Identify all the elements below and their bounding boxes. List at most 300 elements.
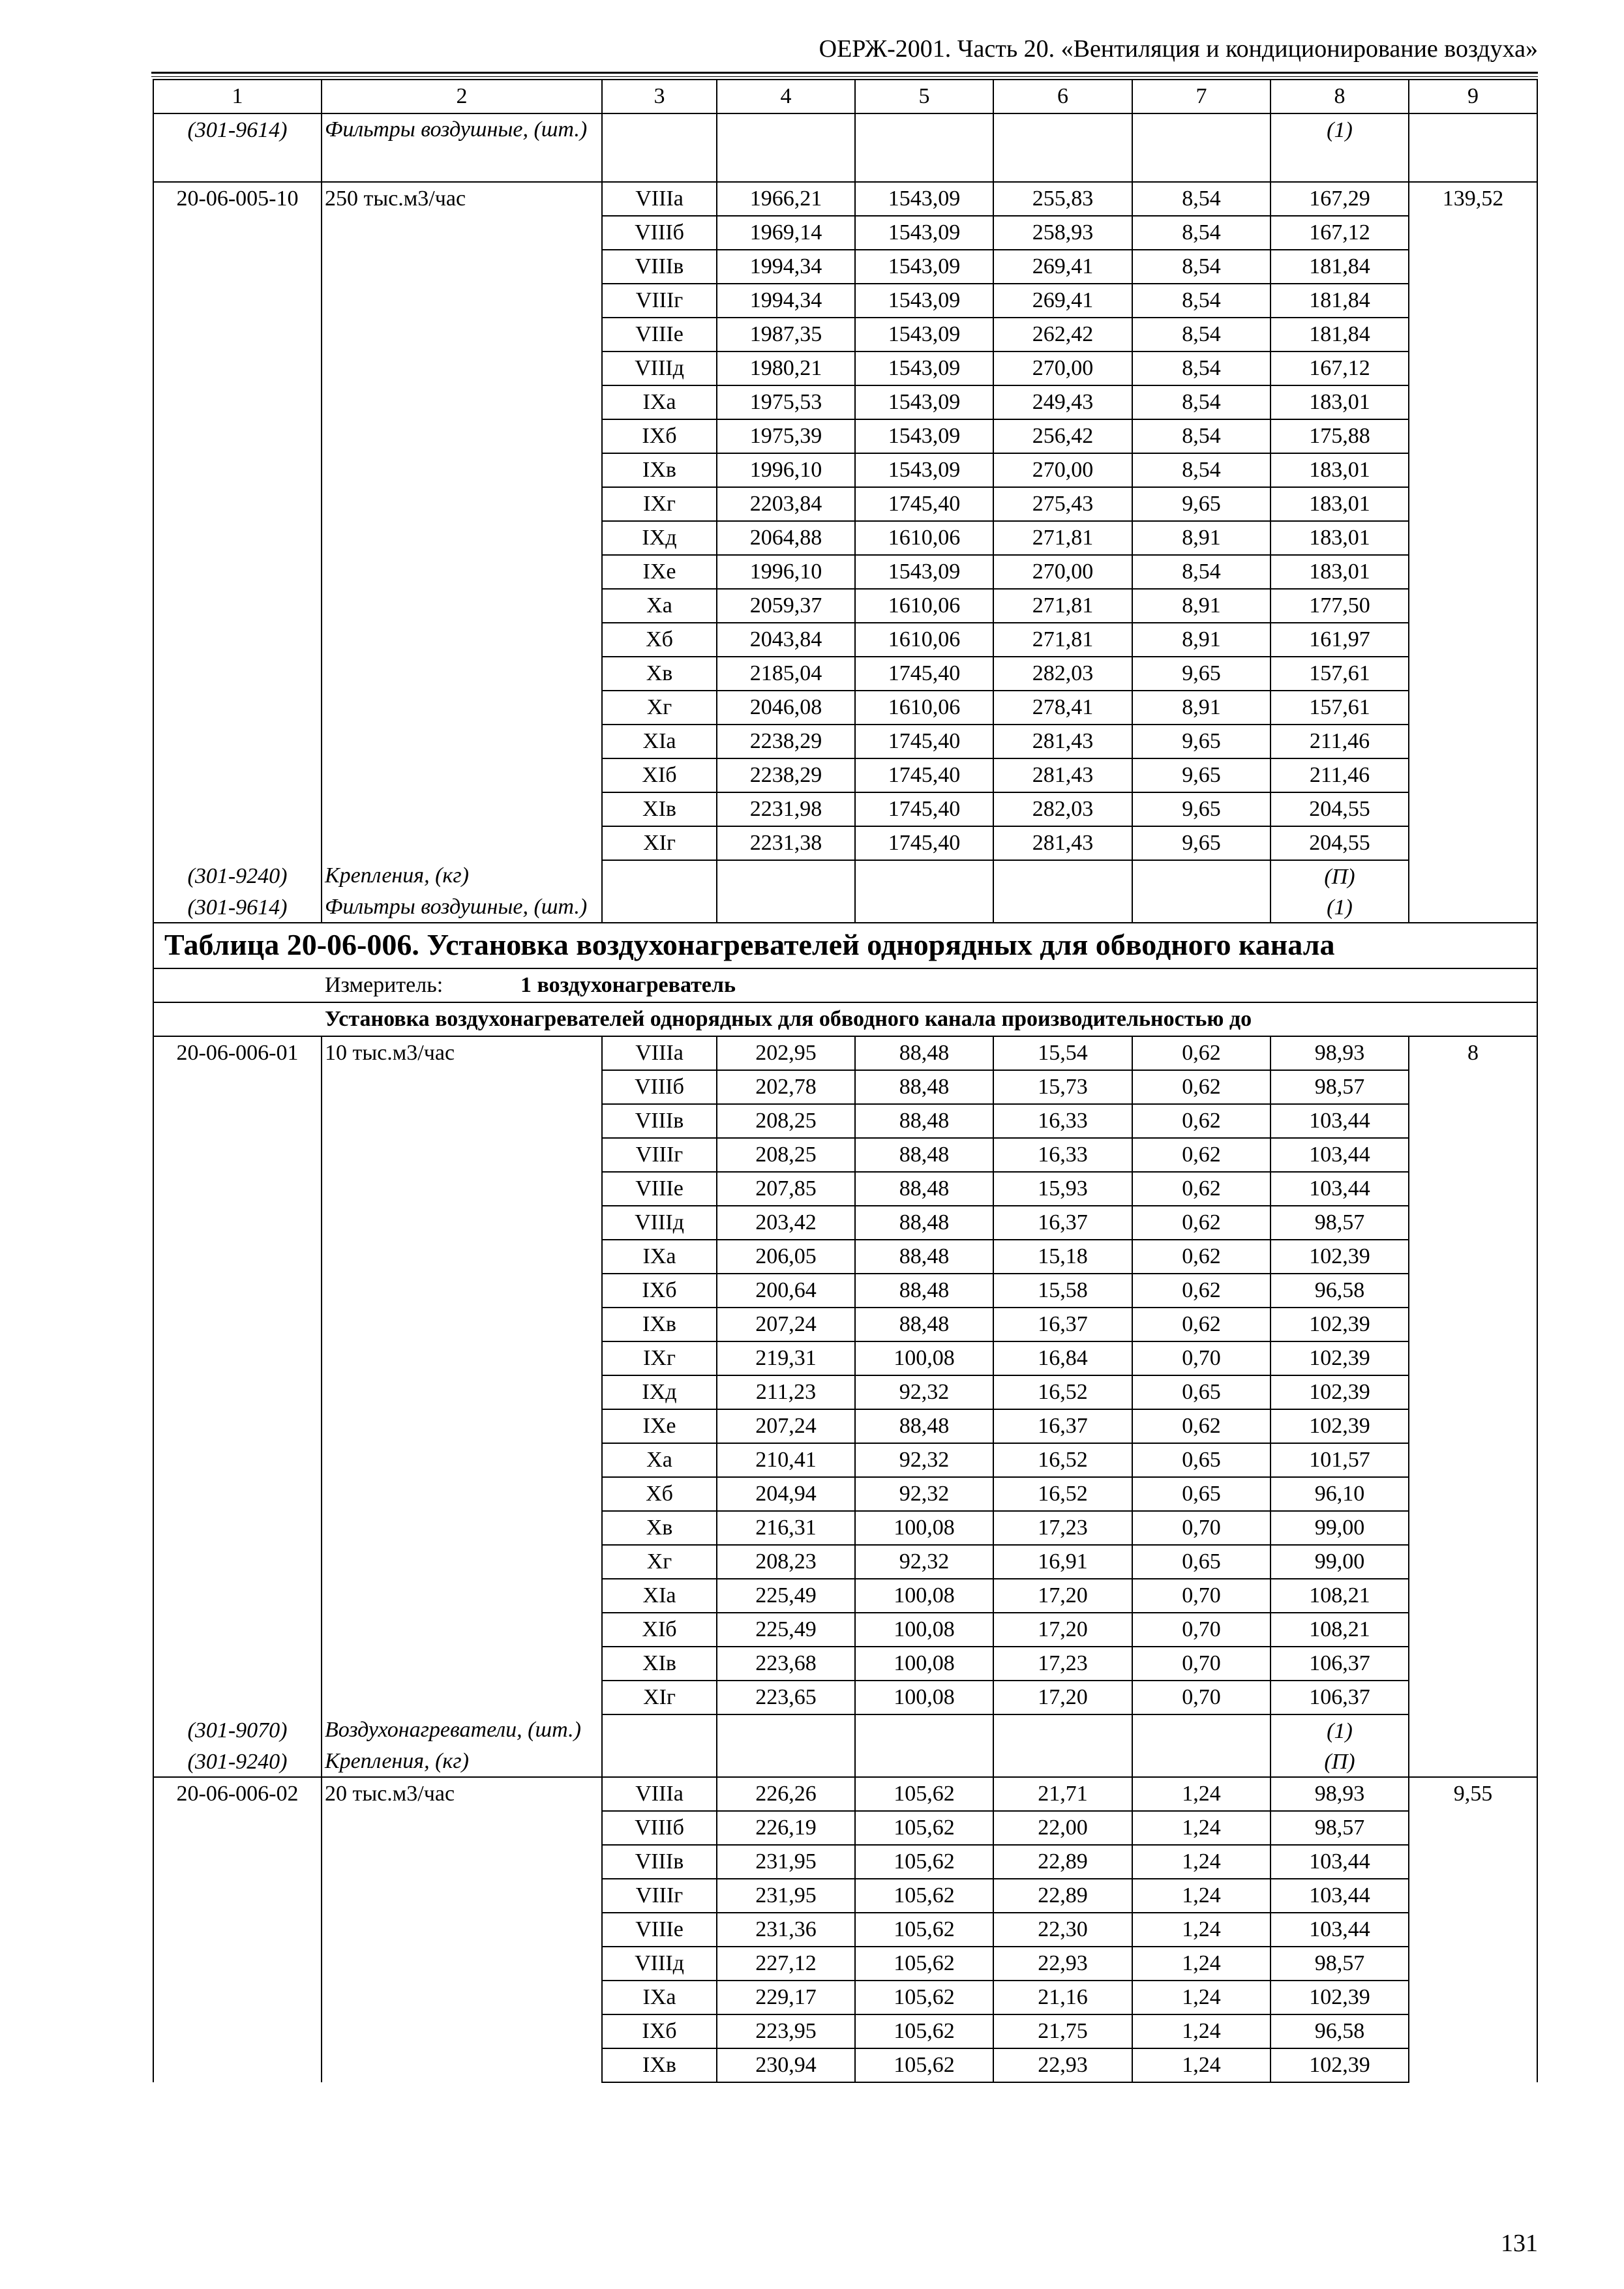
value-cell: 281,43 xyxy=(993,725,1132,758)
item-total: 9,55 xyxy=(1409,1777,1537,2082)
value-cell: 22,89 xyxy=(993,1845,1132,1879)
value-cell: 1996,10 xyxy=(717,555,855,589)
value-cell: 183,01 xyxy=(1271,453,1409,487)
value-cell: 1969,14 xyxy=(717,216,855,250)
empty-cell xyxy=(993,891,1132,923)
value-cell: 208,23 xyxy=(717,1545,855,1579)
value-cell: 1610,06 xyxy=(855,623,993,657)
region-cell: IXв xyxy=(602,1308,717,1341)
value-cell: 88,48 xyxy=(855,1240,993,1274)
value-cell: 0,62 xyxy=(1132,1240,1271,1274)
col-header: 3 xyxy=(602,80,717,113)
value-cell: 8,91 xyxy=(1132,589,1271,623)
resource-code: (301-9614) xyxy=(153,113,322,182)
value-cell: 0,62 xyxy=(1132,1274,1271,1308)
value-cell: 8,54 xyxy=(1132,419,1271,453)
value-cell: 105,62 xyxy=(855,1981,993,2014)
value-cell: 16,84 xyxy=(993,1341,1132,1375)
value-cell: 0,65 xyxy=(1132,1477,1271,1511)
value-cell: 175,88 xyxy=(1271,419,1409,453)
value-cell: 15,54 xyxy=(993,1036,1132,1070)
value-cell: 100,08 xyxy=(855,1647,993,1681)
value-cell: 9,65 xyxy=(1132,758,1271,792)
value-cell: 98,57 xyxy=(1271,1070,1409,1104)
col-header: 9 xyxy=(1409,80,1537,113)
value-cell: 98,57 xyxy=(1271,1206,1409,1240)
value-cell: 157,61 xyxy=(1271,691,1409,725)
value-cell: 210,41 xyxy=(717,1443,855,1477)
value-cell: 100,08 xyxy=(855,1341,993,1375)
value-cell: 88,48 xyxy=(855,1274,993,1308)
value-cell: 92,32 xyxy=(855,1477,993,1511)
region-cell: IXд xyxy=(602,521,717,555)
value-cell: 102,39 xyxy=(1271,1341,1409,1375)
value-cell: 207,24 xyxy=(717,1409,855,1443)
value-cell: 216,31 xyxy=(717,1511,855,1545)
region-cell: Xг xyxy=(602,1545,717,1579)
value-cell: 92,32 xyxy=(855,1443,993,1477)
measure-value: 1 воздухонагреватель xyxy=(520,973,736,997)
value-cell: 98,93 xyxy=(1271,1036,1409,1070)
resource-row xyxy=(153,1714,1537,1746)
empty-cell xyxy=(602,860,717,891)
value-cell: 1745,40 xyxy=(855,725,993,758)
value-cell: 0,70 xyxy=(1132,1579,1271,1613)
value-cell: 1975,39 xyxy=(717,419,855,453)
value-cell: 223,65 xyxy=(717,1681,855,1714)
table-row xyxy=(153,182,1537,216)
rates-table xyxy=(153,79,1538,2083)
value-cell: 88,48 xyxy=(855,1409,993,1443)
resource-name: Крепления, (кг) xyxy=(322,860,602,891)
value-cell: 8,54 xyxy=(1132,555,1271,589)
value-cell: 88,48 xyxy=(855,1104,993,1138)
value-cell: 105,62 xyxy=(855,2014,993,2048)
table-row xyxy=(153,1036,1537,1070)
empty-cell xyxy=(1132,891,1271,923)
value-cell: 16,52 xyxy=(993,1375,1132,1409)
value-cell: 281,43 xyxy=(993,758,1132,792)
region-cell: Xв xyxy=(602,1511,717,1545)
empty-cell xyxy=(717,1746,855,1777)
region-cell: Xа xyxy=(602,589,717,623)
empty-cell xyxy=(855,860,993,891)
value-cell: 0,62 xyxy=(1132,1206,1271,1240)
value-cell: 1543,09 xyxy=(855,385,993,419)
value-cell: 22,93 xyxy=(993,2048,1132,2082)
value-cell: 22,00 xyxy=(993,1811,1132,1845)
value-cell: 1,24 xyxy=(1132,1845,1271,1879)
region-cell: VIIIд xyxy=(602,1206,717,1240)
value-cell: 223,68 xyxy=(717,1647,855,1681)
value-cell: 105,62 xyxy=(855,1913,993,1947)
value-cell: 9,65 xyxy=(1132,826,1271,860)
value-cell: 208,25 xyxy=(717,1138,855,1172)
value-cell: 229,17 xyxy=(717,1981,855,2014)
region-cell: XIб xyxy=(602,1613,717,1647)
value-cell: 88,48 xyxy=(855,1070,993,1104)
col-header: 6 xyxy=(993,80,1132,113)
table-row xyxy=(153,1777,1537,1811)
empty-cell xyxy=(1132,1714,1271,1746)
empty-cell xyxy=(993,860,1132,891)
value-cell: 1,24 xyxy=(1132,1913,1271,1947)
empty-cell xyxy=(717,1714,855,1746)
value-cell: 8,54 xyxy=(1132,182,1271,216)
value-cell: 271,81 xyxy=(993,623,1132,657)
value-cell: 15,18 xyxy=(993,1240,1132,1274)
empty-cell xyxy=(602,1714,717,1746)
value-cell: 231,36 xyxy=(717,1913,855,1947)
value-cell: 16,33 xyxy=(993,1138,1132,1172)
value-cell: 103,44 xyxy=(1271,1104,1409,1138)
value-cell: 2043,84 xyxy=(717,623,855,657)
header-rule xyxy=(151,72,1538,74)
region-cell: VIIIа xyxy=(602,1777,717,1811)
value-cell: 103,44 xyxy=(1271,1845,1409,1879)
region-cell: Xв xyxy=(602,657,717,691)
region-cell: XIг xyxy=(602,1681,717,1714)
value-cell: 8,54 xyxy=(1132,284,1271,318)
empty-cell xyxy=(1409,1746,1537,1777)
value-cell: 102,39 xyxy=(1271,1981,1409,2014)
empty-cell xyxy=(602,891,717,923)
empty-cell xyxy=(1132,860,1271,891)
value-cell: 15,93 xyxy=(993,1172,1132,1206)
value-cell: 98,57 xyxy=(1271,1947,1409,1981)
region-cell: VIIIе xyxy=(602,1913,717,1947)
value-cell: 17,23 xyxy=(993,1647,1132,1681)
value-cell: 0,65 xyxy=(1132,1545,1271,1579)
value-cell: 206,05 xyxy=(717,1240,855,1274)
region-cell: VIIIе xyxy=(602,1172,717,1206)
table-title: Таблица 20-06-006. Установка воздухонагревателей однорядных для обводного канала xyxy=(153,923,1537,968)
region-cell: VIIIа xyxy=(602,1036,717,1070)
value-cell: 88,48 xyxy=(855,1172,993,1206)
col-header: 2 xyxy=(322,80,602,113)
value-cell: 1,24 xyxy=(1132,2048,1271,2082)
value-cell: 96,10 xyxy=(1271,1477,1409,1511)
region-cell: Xб xyxy=(602,1477,717,1511)
value-cell: 0,70 xyxy=(1132,1647,1271,1681)
value-cell: 8,54 xyxy=(1132,453,1271,487)
value-cell: 98,57 xyxy=(1271,1811,1409,1845)
resource-name: Фильтры воздушные, (шт.) xyxy=(322,891,602,923)
region-cell: IXа xyxy=(602,385,717,419)
resource-name: Фильтры воздушные, (шт.) xyxy=(322,113,602,182)
col-header: 7 xyxy=(1132,80,1271,113)
value-cell: 1610,06 xyxy=(855,691,993,725)
value-cell: 258,93 xyxy=(993,216,1132,250)
region-cell: XIа xyxy=(602,725,717,758)
value-cell: 167,12 xyxy=(1271,352,1409,385)
page-number: 131 xyxy=(1501,2230,1538,2257)
value-cell: 102,39 xyxy=(1271,1240,1409,1274)
value-cell: 8,91 xyxy=(1132,691,1271,725)
value-cell: 101,57 xyxy=(1271,1443,1409,1477)
value-cell: 96,58 xyxy=(1271,2014,1409,2048)
value-cell: 1975,53 xyxy=(717,385,855,419)
value-cell: 0,70 xyxy=(1132,1341,1271,1375)
item-total: 139,52 xyxy=(1409,182,1537,860)
value-cell: 1745,40 xyxy=(855,657,993,691)
value-cell: 0,62 xyxy=(1132,1036,1271,1070)
resource-row xyxy=(153,113,1537,182)
value-cell: 88,48 xyxy=(855,1308,993,1341)
value-cell: 282,03 xyxy=(993,657,1132,691)
value-cell: 211,46 xyxy=(1271,725,1409,758)
empty-cell xyxy=(855,1714,993,1746)
value-cell: 8,54 xyxy=(1132,385,1271,419)
value-cell: 211,23 xyxy=(717,1375,855,1409)
value-cell: 99,00 xyxy=(1271,1545,1409,1579)
value-cell: 167,12 xyxy=(1271,216,1409,250)
value-cell: 105,62 xyxy=(855,2048,993,2082)
measure-cell xyxy=(153,968,1537,1002)
value-cell: 225,49 xyxy=(717,1613,855,1647)
region-cell: IXб xyxy=(602,2014,717,2048)
value-cell: 1966,21 xyxy=(717,182,855,216)
region-cell: XIв xyxy=(602,792,717,826)
value-cell: 2231,98 xyxy=(717,792,855,826)
value-cell: 161,97 xyxy=(1271,623,1409,657)
value-cell: 1610,06 xyxy=(855,521,993,555)
item-name: 10 тыс.м3/час xyxy=(322,1036,602,1714)
value-cell: 106,37 xyxy=(1271,1681,1409,1714)
value-cell: 1,24 xyxy=(1132,1947,1271,1981)
value-cell: 183,01 xyxy=(1271,555,1409,589)
value-cell: 108,21 xyxy=(1271,1613,1409,1647)
value-cell: 181,84 xyxy=(1271,284,1409,318)
value-cell: 9,65 xyxy=(1132,487,1271,521)
value-cell: 105,62 xyxy=(855,1845,993,1879)
region-cell: IXе xyxy=(602,1409,717,1443)
value-cell: 177,50 xyxy=(1271,589,1409,623)
value-cell: 1610,06 xyxy=(855,589,993,623)
resource-code: (301-9070) xyxy=(153,1714,322,1746)
region-cell: VIIIд xyxy=(602,1947,717,1981)
value-cell: 2203,84 xyxy=(717,487,855,521)
resource-row xyxy=(153,860,1537,891)
value-cell: 102,39 xyxy=(1271,1308,1409,1341)
value-cell: 1543,09 xyxy=(855,453,993,487)
value-cell: 1,24 xyxy=(1132,1879,1271,1913)
value-cell: 1994,34 xyxy=(717,250,855,284)
resource-qty: (П) xyxy=(1271,1746,1409,1777)
value-cell: 96,58 xyxy=(1271,1274,1409,1308)
value-cell: 103,44 xyxy=(1271,1913,1409,1947)
value-cell: 100,08 xyxy=(855,1613,993,1647)
region-cell: IXб xyxy=(602,419,717,453)
col-header: 8 xyxy=(1271,80,1409,113)
value-cell: 0,70 xyxy=(1132,1511,1271,1545)
region-cell: IXг xyxy=(602,487,717,521)
value-cell: 207,85 xyxy=(717,1172,855,1206)
value-cell: 0,70 xyxy=(1132,1613,1271,1647)
value-cell: 211,46 xyxy=(1271,758,1409,792)
region-cell: IXе xyxy=(602,555,717,589)
value-cell: 271,81 xyxy=(993,589,1132,623)
value-cell: 1543,09 xyxy=(855,555,993,589)
value-cell: 1745,40 xyxy=(855,487,993,521)
value-cell: 108,21 xyxy=(1271,1579,1409,1613)
value-cell: 8,54 xyxy=(1132,352,1271,385)
empty-cell xyxy=(1409,860,1537,891)
value-cell: 249,43 xyxy=(993,385,1132,419)
region-cell: IXа xyxy=(602,1981,717,2014)
table-subtitle: Установка воздухонагревателей однорядных для обводного канала производительностью до xyxy=(153,1002,1537,1036)
value-cell: 22,93 xyxy=(993,1947,1132,1981)
region-cell: VIIIг xyxy=(602,284,717,318)
value-cell: 2238,29 xyxy=(717,758,855,792)
resource-name: Крепления, (кг) xyxy=(322,1746,602,1777)
value-cell: 102,39 xyxy=(1271,1409,1409,1443)
value-cell: 0,62 xyxy=(1132,1409,1271,1443)
value-cell: 0,62 xyxy=(1132,1172,1271,1206)
region-cell: Xа xyxy=(602,1443,717,1477)
region-cell: Xг xyxy=(602,691,717,725)
col-header: 5 xyxy=(855,80,993,113)
value-cell: 102,39 xyxy=(1271,1375,1409,1409)
empty-cell xyxy=(993,1714,1132,1746)
value-cell: 219,31 xyxy=(717,1341,855,1375)
empty-cell xyxy=(855,891,993,923)
value-cell: 100,08 xyxy=(855,1681,993,1714)
value-cell: 1745,40 xyxy=(855,792,993,826)
value-cell: 207,24 xyxy=(717,1308,855,1341)
value-cell: 16,37 xyxy=(993,1409,1132,1443)
value-cell: 208,25 xyxy=(717,1104,855,1138)
value-cell: 17,20 xyxy=(993,1681,1132,1714)
empty-cell xyxy=(717,891,855,923)
resource-code: (301-9240) xyxy=(153,860,322,891)
value-cell: 92,32 xyxy=(855,1545,993,1579)
col-header: 4 xyxy=(717,80,855,113)
region-cell: VIIIб xyxy=(602,1811,717,1845)
value-cell: 17,23 xyxy=(993,1511,1132,1545)
value-cell: 227,12 xyxy=(717,1947,855,1981)
value-cell: 100,08 xyxy=(855,1511,993,1545)
value-cell: 16,91 xyxy=(993,1545,1132,1579)
value-cell: 1543,09 xyxy=(855,216,993,250)
value-cell: 270,00 xyxy=(993,555,1132,589)
value-cell: 88,48 xyxy=(855,1036,993,1070)
value-cell: 0,62 xyxy=(1132,1104,1271,1138)
region-cell: XIб xyxy=(602,758,717,792)
value-cell: 204,94 xyxy=(717,1477,855,1511)
value-cell: 1,24 xyxy=(1132,2014,1271,2048)
value-cell: 1543,09 xyxy=(855,284,993,318)
region-cell: VIIIд xyxy=(602,352,717,385)
col-header: 1 xyxy=(153,80,322,113)
value-cell: 1543,09 xyxy=(855,419,993,453)
value-cell: 106,37 xyxy=(1271,1647,1409,1681)
value-cell: 226,26 xyxy=(717,1777,855,1811)
measure-label: Измеритель: xyxy=(325,973,444,997)
value-cell: 98,93 xyxy=(1271,1777,1409,1811)
region-cell: IXа xyxy=(602,1240,717,1274)
value-cell: 21,16 xyxy=(993,1981,1132,2014)
value-cell: 270,00 xyxy=(993,352,1132,385)
value-cell: 1,24 xyxy=(1132,1811,1271,1845)
value-cell: 0,62 xyxy=(1132,1308,1271,1341)
value-cell: 1980,21 xyxy=(717,352,855,385)
value-cell: 88,48 xyxy=(855,1206,993,1240)
region-cell: IXг xyxy=(602,1341,717,1375)
value-cell: 275,43 xyxy=(993,487,1132,521)
value-cell: 1987,35 xyxy=(717,318,855,352)
region-cell: VIIIб xyxy=(602,216,717,250)
value-cell: 15,58 xyxy=(993,1274,1132,1308)
region-cell: VIIIе xyxy=(602,318,717,352)
value-cell: 16,52 xyxy=(993,1477,1132,1511)
empty-cell xyxy=(993,1746,1132,1777)
region-cell: VIIIа xyxy=(602,182,717,216)
value-cell: 102,39 xyxy=(1271,2048,1409,2082)
value-cell: 22,30 xyxy=(993,1913,1132,1947)
value-cell: 262,42 xyxy=(993,318,1132,352)
value-cell: 9,65 xyxy=(1132,725,1271,758)
value-cell: 269,41 xyxy=(993,284,1132,318)
item-code: 20-06-005-10 xyxy=(153,182,322,860)
value-cell: 256,42 xyxy=(993,419,1132,453)
value-cell: 231,95 xyxy=(717,1879,855,1913)
value-cell: 103,44 xyxy=(1271,1138,1409,1172)
value-cell: 16,37 xyxy=(993,1206,1132,1240)
running-header: ОЕРЖ-2001. Часть 20. «Вентиляция и кондиционирование воздуха» xyxy=(819,35,1538,63)
value-cell: 1996,10 xyxy=(717,453,855,487)
value-cell: 8,91 xyxy=(1132,623,1271,657)
item-code: 20-06-006-02 xyxy=(153,1777,322,2082)
value-cell: 1543,09 xyxy=(855,352,993,385)
value-cell: 230,94 xyxy=(717,2048,855,2082)
value-cell: 99,00 xyxy=(1271,1511,1409,1545)
value-cell: 2046,08 xyxy=(717,691,855,725)
value-cell: 16,52 xyxy=(993,1443,1132,1477)
value-cell: 167,29 xyxy=(1271,182,1409,216)
value-cell: 1745,40 xyxy=(855,758,993,792)
value-cell: 105,62 xyxy=(855,1879,993,1913)
item-name: 20 тыс.м3/час xyxy=(322,1777,602,2082)
value-cell: 103,44 xyxy=(1271,1172,1409,1206)
value-cell: 17,20 xyxy=(993,1613,1132,1647)
value-cell: 204,55 xyxy=(1271,826,1409,860)
value-cell: 202,78 xyxy=(717,1070,855,1104)
value-cell: 105,62 xyxy=(855,1947,993,1981)
value-cell: 183,01 xyxy=(1271,385,1409,419)
value-cell: 1543,09 xyxy=(855,182,993,216)
resource-code: (301-9240) xyxy=(153,1746,322,1777)
value-cell: 255,83 xyxy=(993,182,1132,216)
resource-qty: (1) xyxy=(1271,1714,1409,1746)
resource-code: (301-9614) xyxy=(153,891,322,923)
empty-cell xyxy=(1409,891,1537,923)
value-cell: 1745,40 xyxy=(855,826,993,860)
value-cell: 1,24 xyxy=(1132,1777,1271,1811)
value-cell: 16,37 xyxy=(993,1308,1132,1341)
value-cell: 103,44 xyxy=(1271,1879,1409,1913)
value-cell: 0,65 xyxy=(1132,1375,1271,1409)
value-cell: 157,61 xyxy=(1271,657,1409,691)
value-cell: 200,64 xyxy=(717,1274,855,1308)
value-cell: 231,95 xyxy=(717,1845,855,1879)
region-cell: VIIIв xyxy=(602,1104,717,1138)
value-cell: 181,84 xyxy=(1271,318,1409,352)
resource-row xyxy=(153,1746,1537,1777)
value-cell: 183,01 xyxy=(1271,521,1409,555)
empty-cell xyxy=(1132,1746,1271,1777)
value-cell: 8,54 xyxy=(1132,216,1271,250)
